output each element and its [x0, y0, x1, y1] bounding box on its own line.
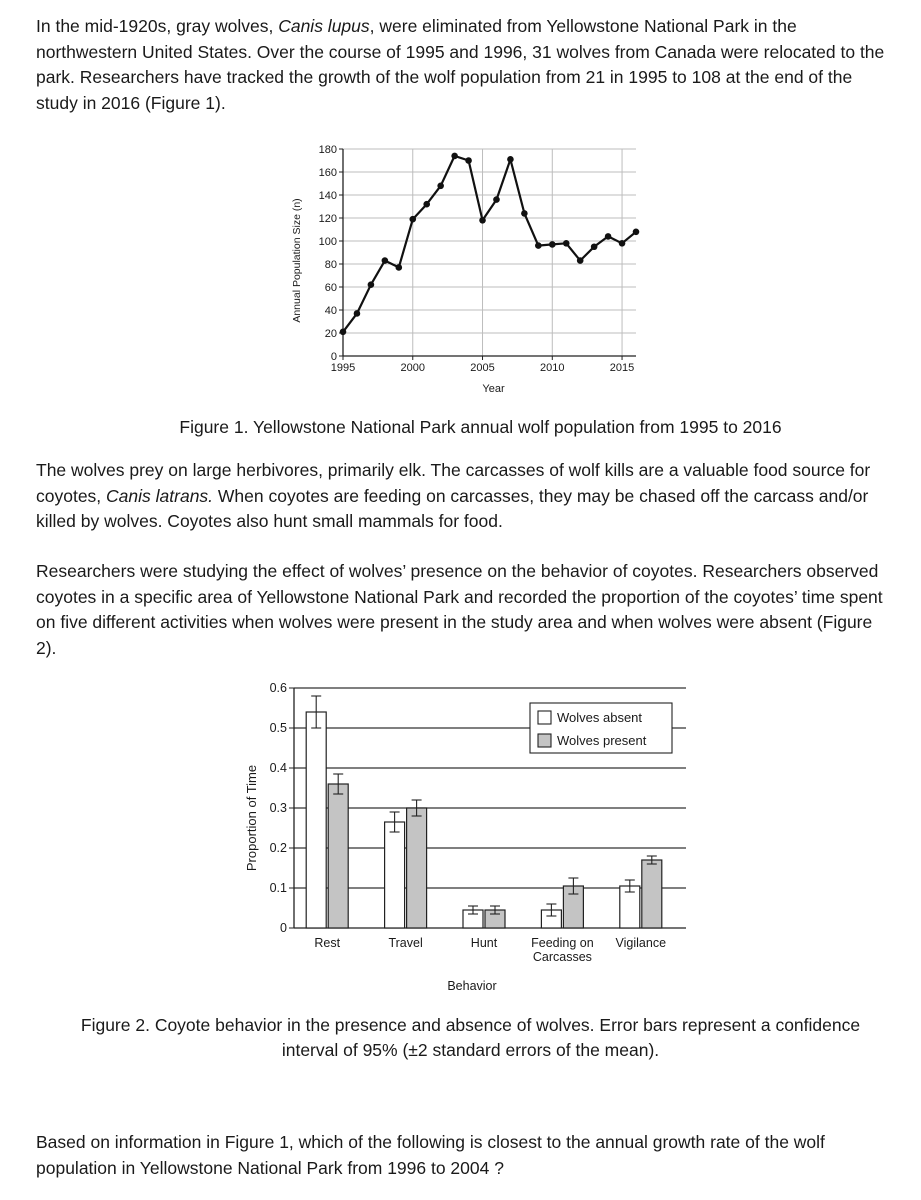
fig1-y-tick-label: 60	[324, 282, 337, 294]
figure1-caption: Figure 1. Yellowstone National Park annual wolf population from 1995 to 2016	[179, 417, 782, 437]
intro-paragraph: In the mid-1920s, gray wolves, Canis lupus, were eliminated from Yellowstone National Park in the northwestern United States. Over the course of 1995 and 1996, 31 wolves from Canada were relocated to the park. Researchers have tracked the growth of the wolf population from 21 in 1995 to 108 at the end of the study in 2016 (Figure 1).	[36, 16, 885, 113]
fig2-x-tick-label: Vigilance	[615, 936, 667, 950]
fig2-legend-swatch	[538, 734, 551, 747]
fig2-x-tick-label: Hunt	[470, 936, 498, 950]
study-paragraph: Researchers were studying the effect of wolves’ presence on the behavior of coyotes. Researchers observed coyotes in a specific area of Yellowstone National Park and recorded the proportion of the coyotes’ time spent on five different activities when wolves were present in the study area and when wolves were absent (Figure 2).	[36, 561, 883, 658]
fig1-y-tick-label: 140	[318, 190, 337, 202]
fig1-y-tick-label: 160	[318, 167, 337, 179]
fig2-x-axis-title: Behavior	[447, 979, 497, 993]
fig1-y-tick-label: 180	[318, 144, 337, 156]
fig1-y-tick-label: 40	[324, 305, 337, 317]
fig2-legend-label: Wolves absent	[557, 710, 643, 725]
fig1-x-axis-title: Year	[482, 383, 505, 395]
question-paragraph: Based on information in Figure 1, which of the following is closest to the annual growth rate of the wolf population in Yellowstone National Park from 1996 to 2004 ?	[36, 1132, 825, 1178]
fig1-y-tick-label: 20	[324, 328, 337, 340]
fig2-bar	[385, 822, 405, 928]
fig2-bar	[642, 860, 662, 928]
fig2-x-tick-label: Carcasses	[532, 950, 592, 964]
fig2-legend-label: Wolves present	[557, 733, 647, 748]
fig2-y-tick-label: 0.3	[269, 801, 287, 815]
fig2-y-tick-label: 0.2	[269, 841, 287, 855]
fig2-y-tick-label: 0.1	[269, 881, 287, 895]
fig1-x-tick-label: 2005	[470, 362, 495, 374]
fig1-x-tick-label: 2010	[540, 362, 565, 374]
fig2-y-tick-label: 0	[280, 921, 287, 935]
fig2-x-tick-label: Rest	[314, 936, 341, 950]
fig2-y-tick-label: 0.6	[269, 681, 287, 695]
fig2-bar	[328, 784, 348, 928]
fig1-x-tick-label: 2015	[609, 362, 635, 374]
fig1-y-tick-label: 80	[324, 259, 337, 271]
fig1-x-tick-label: 2000	[400, 362, 426, 374]
fig2-x-tick-label: Feeding on	[531, 936, 594, 950]
fig1-x-tick-label: 1995	[330, 362, 356, 374]
fig1-y-tick-label: 100	[318, 236, 337, 248]
figure2-caption: Figure 2. Coyote behavior in the presence and absence of wolves. Error bars represent a confidence interval of 95% (±2 standard errors of the mean).	[80, 1015, 861, 1060]
fig2-bar	[407, 808, 427, 928]
fig2-x-tick-label: Travel	[388, 936, 423, 950]
fig1-y-axis-title: Annual Population Size (n)	[291, 198, 303, 323]
fig2-y-tick-label: 0.5	[269, 721, 287, 735]
fig1-y-tick-label: 0	[330, 351, 337, 363]
fig2-y-axis-title: Proportion of Time	[244, 764, 259, 872]
fig2-legend-swatch	[538, 711, 551, 724]
fig1-y-tick-label: 120	[318, 213, 337, 225]
fig2-bar	[306, 712, 326, 928]
fig2-y-tick-label: 0.4	[269, 761, 287, 775]
prey-paragraph: The wolves prey on large herbivores, primarily elk. The carcasses of wolf kills are a valuable food source for coyotes, Canis latrans. When coyotes are feeding on carcasses, they may be chased off the carcass and/or killed by wolves. Coyotes also hunt small mammals for food.	[36, 460, 871, 531]
